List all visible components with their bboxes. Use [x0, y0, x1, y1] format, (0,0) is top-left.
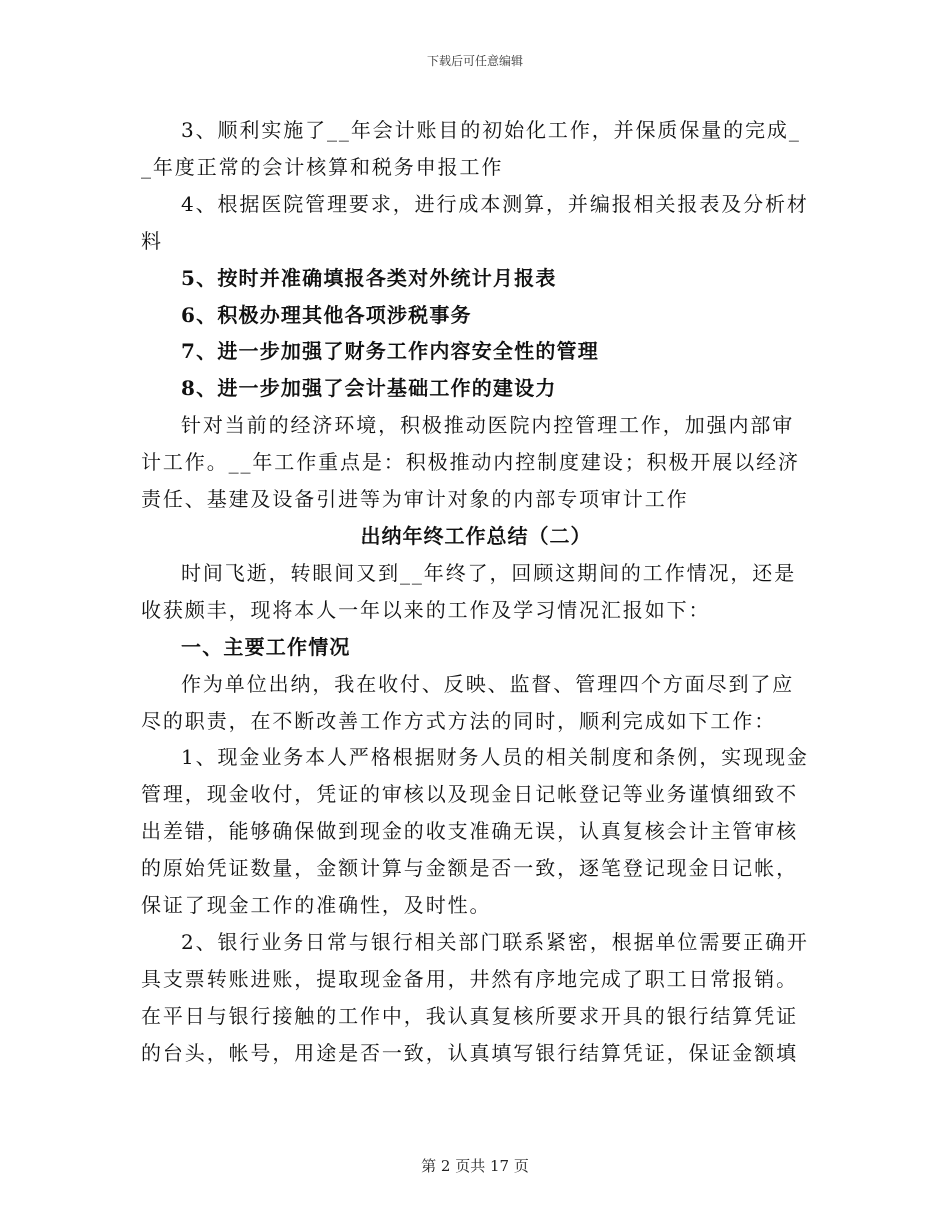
- page-header: 下载后可任意编辑: [426, 54, 523, 68]
- paragraph-intro: 时间飞逝，转眼间又到__年终了，回顾这期间的工作情况，还是收获颇丰，现将本人一年以来的工作及学习情况汇报如下：: [141, 560, 797, 622]
- paragraph-cashier-role: 作为单位出纳，我在收付、反映、监督、管理四个方面尽到了应尽的职责，在不断改善工作方式方法的同时，顺利完成如下工作：: [141, 671, 795, 733]
- paragraph-item-7: 7、进一步加强了财务工作内容安全性的管理: [181, 339, 599, 364]
- paragraph-item-4: 4、根据医院管理要求，进行成本测算，并编报相关报表及分析材料: [141, 191, 809, 253]
- paragraph-item-8: 8、进一步加强了会计基础工作的建设力: [181, 376, 557, 401]
- paragraph-item-3: 3、顺利实施了__年会计账目的初始化工作，并保质保量的完成__年度正常的会计核算和税务申报工作: [141, 118, 801, 179]
- section-title: 出纳年终工作总结（二）: [360, 523, 592, 548]
- section-heading-main-work: 一、主要工作情况: [181, 634, 351, 659]
- paragraph-item-5: 5、按时并准确填报各类对外统计月报表: [181, 265, 557, 290]
- paragraph-cash-business: 1、现金业务本人严格根据财务人员的相关制度和条例，实现现金管理，现金收付，凭证的审核以及现金日记帐登记等业务谨慎细致不出差错，能够确保做到现金的收支准确无误，认真复核会计主管审核的原始凭证数量，金额计算与金额是否一致，逐笔登记现金日记帐，保证了现金工作的准确性，及时性。: [141, 745, 809, 918]
- paragraph-audit: 针对当前的经济环境，积极推动医院内控管理工作，加强内部审计工作。__年工作重点是：积极推动内控制度建设；积极开展以经济责任、基建及设备引进等为审计对象的内部专项审计工作: [141, 413, 800, 512]
- paragraph-item-6: 6、积极办理其他各项涉税事务: [181, 302, 472, 327]
- document-body: [141, 112, 811, 1072]
- paragraph-bank-business: 2、银行业务日常与银行相关部门联系紧密，根据单位需要正确开具支票转账进账，提取现金备用，井然有序地完成了职工日常报销。在平日与银行接触的工作中，我认真复核所要求开具的银行结算凭证的台头，帐号，用途是否一致，认真填写银行结算凭证，保证金额填: [141, 929, 809, 1065]
- page-footer: 第 2 页共 17 页: [421, 1157, 529, 1175]
